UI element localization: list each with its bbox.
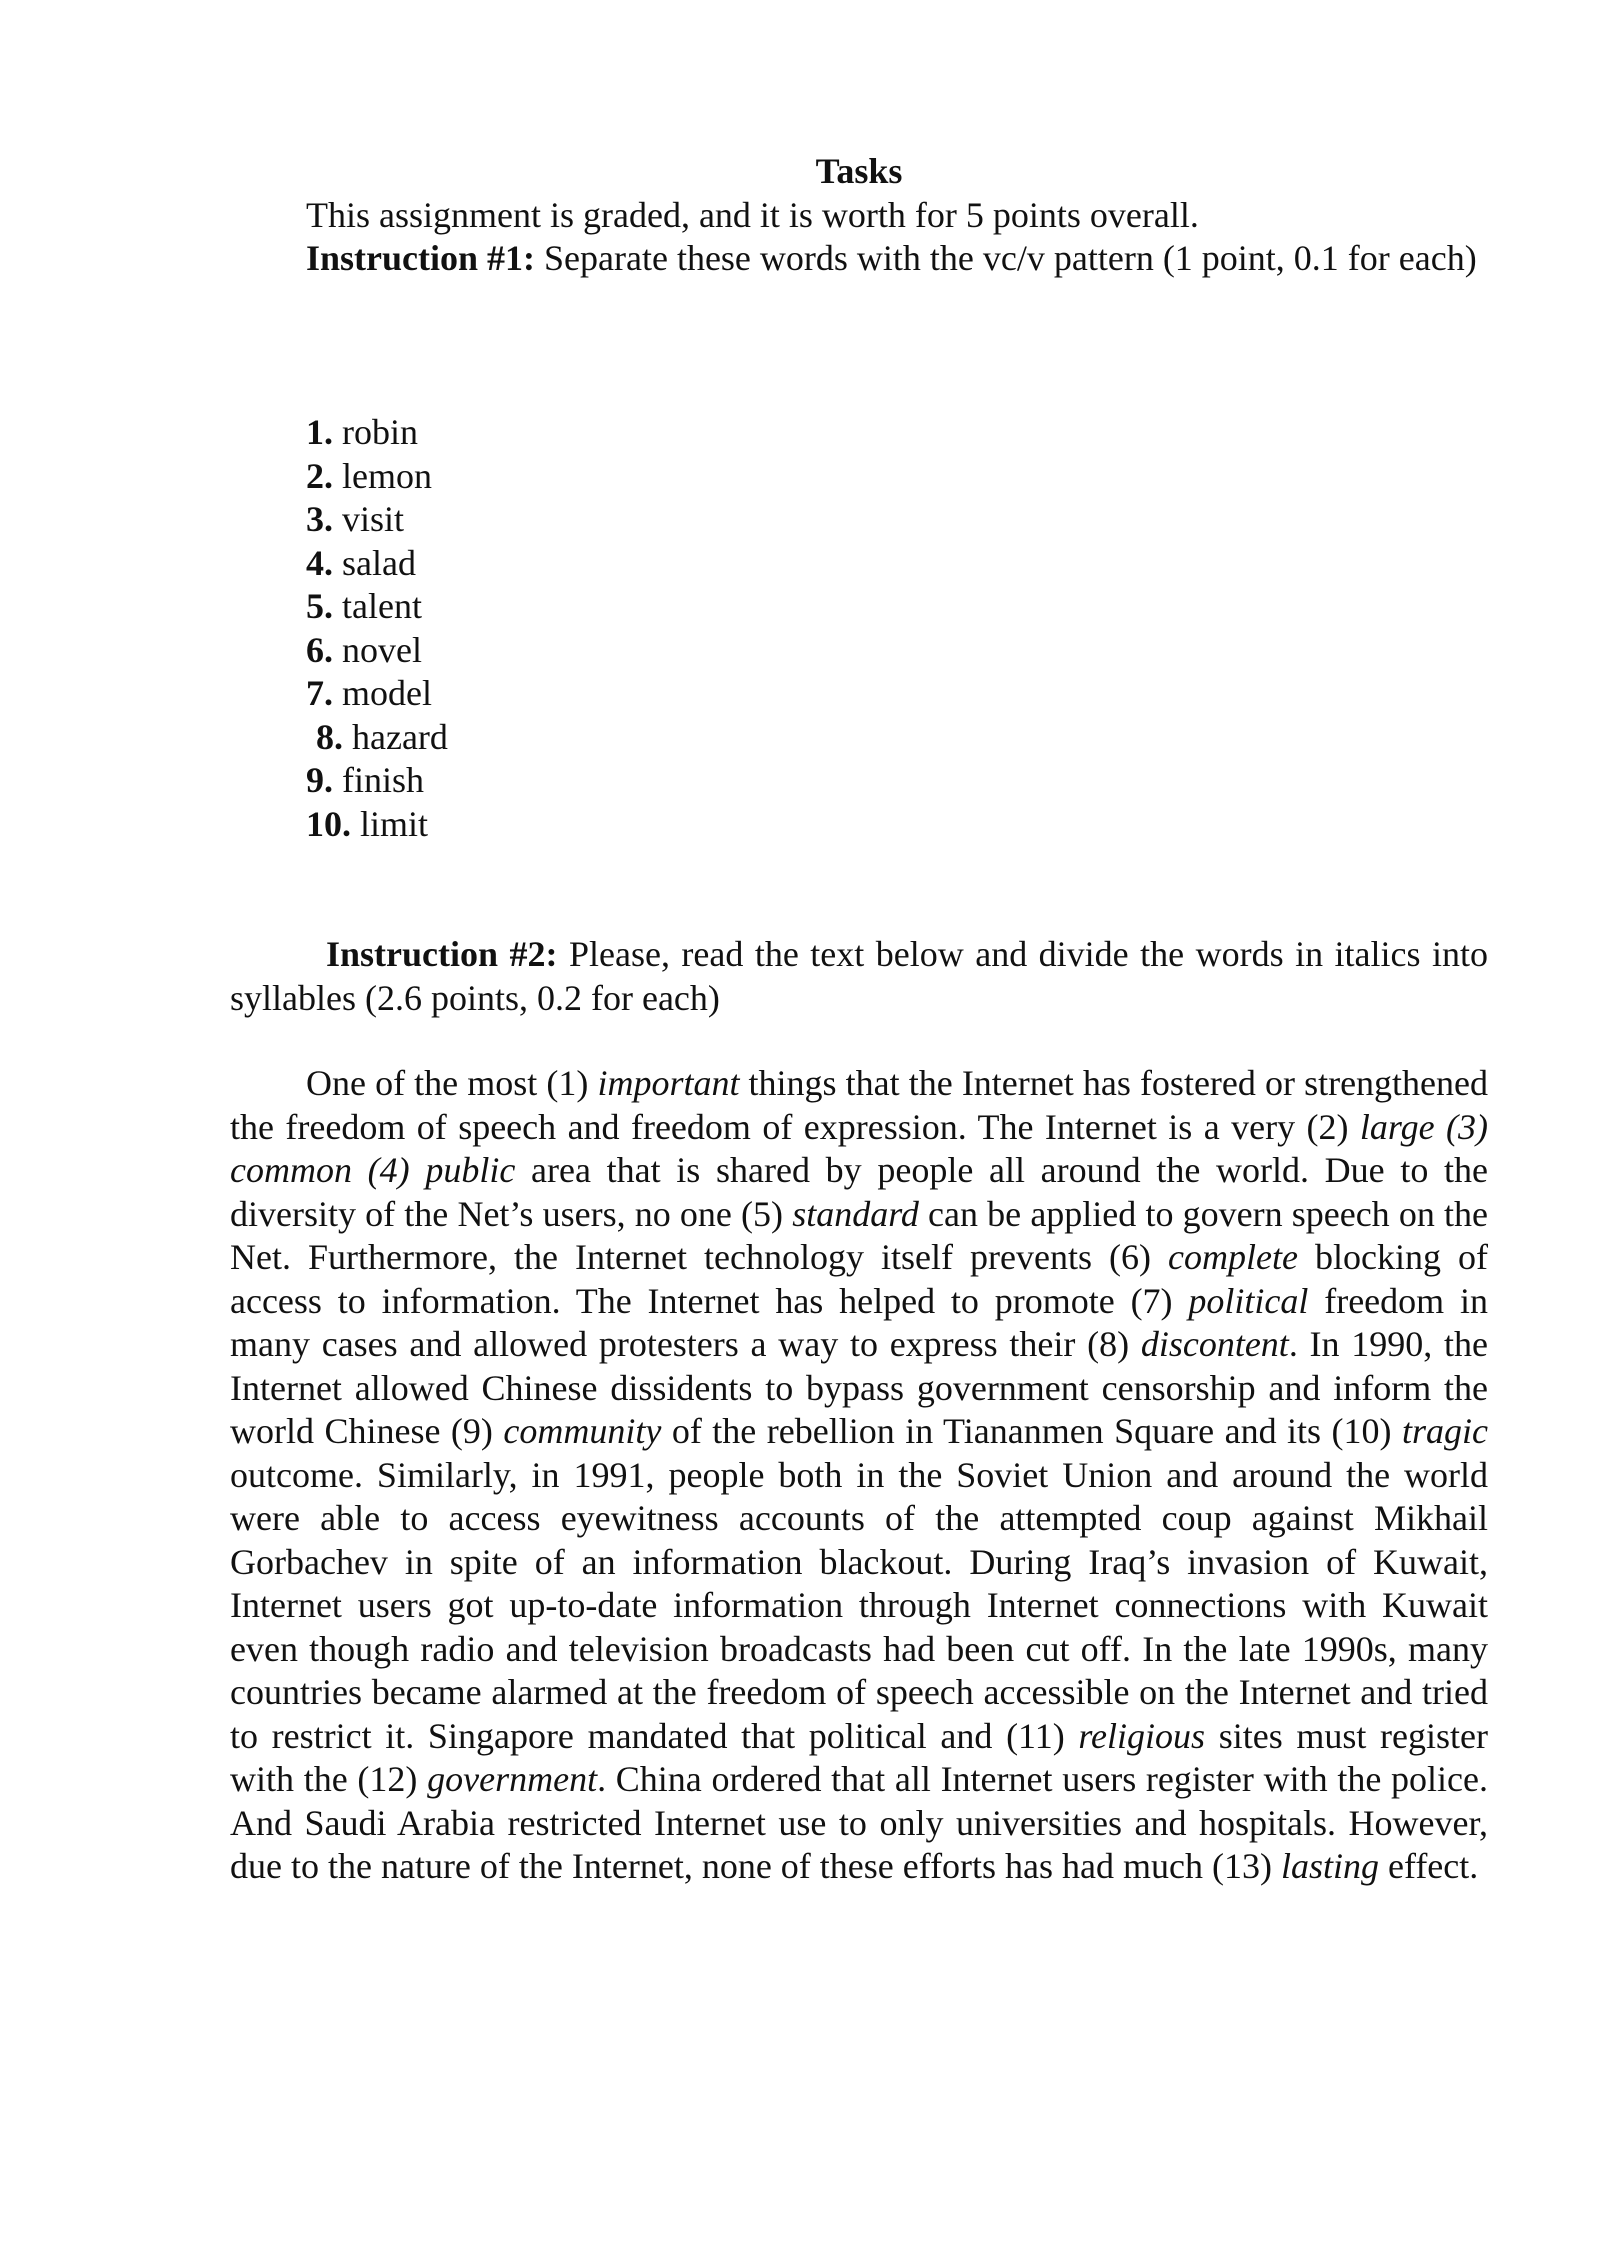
list-item bbox=[306, 629, 448, 673]
list-item bbox=[306, 455, 448, 499]
passage-text: sites must register with the (12) bbox=[230, 1715, 1488, 1799]
list-item-word: finish bbox=[342, 760, 425, 800]
list-item-number: 9. bbox=[306, 760, 333, 800]
passage-text: can be applied to govern speech on the Net. Furthermore, the Internet technology itself prevents (6) bbox=[230, 1193, 1488, 1277]
list-item bbox=[306, 759, 448, 803]
list-item bbox=[306, 411, 448, 455]
instruction-2 bbox=[230, 933, 1488, 1020]
list-item-number: 2. bbox=[306, 455, 333, 496]
list-item-word: visit bbox=[342, 499, 405, 539]
list-item-number: 7. bbox=[306, 673, 333, 713]
list-item-number: 3. bbox=[306, 499, 333, 539]
italic-word: community bbox=[503, 1411, 662, 1451]
italic-word: large (3) common (4) public bbox=[230, 1106, 1488, 1190]
list-item bbox=[306, 803, 448, 847]
list-item-word: talent bbox=[342, 586, 422, 626]
list-item-number: 4. bbox=[306, 542, 333, 583]
list-item bbox=[306, 498, 448, 542]
list-item-word: lemon bbox=[342, 455, 432, 496]
list-item-word: limit bbox=[360, 803, 429, 844]
list-item bbox=[306, 585, 448, 629]
passage-text: of the rebellion in Tiananmen Square and its (10) bbox=[661, 1411, 1403, 1451]
list-item-word: hazard bbox=[352, 716, 448, 757]
passage-text: area that is shared by people all around the world. Due to the diversity of the Net’s users, no one (5) bbox=[230, 1150, 1489, 1234]
list-item-word: model bbox=[342, 673, 432, 713]
list-item-number: 10. bbox=[306, 803, 351, 844]
instruction-1-text: Separate these words with the vc/v pattern (1 point, 0.1 for each) bbox=[544, 238, 1477, 278]
passage-text: freedom in many cases and allowed protesters a way to express their (8) bbox=[230, 1280, 1488, 1364]
italic-word: lasting bbox=[1280, 1846, 1379, 1886]
italic-word: political bbox=[1188, 1280, 1309, 1321]
passage-text: effect. bbox=[1379, 1846, 1479, 1886]
list-item-word: novel bbox=[342, 629, 422, 670]
passage-text: One of the most (1) bbox=[306, 1063, 598, 1103]
passage-text: blocking of access to information. The Internet has helped to promote (7) bbox=[230, 1237, 1488, 1321]
instruction-1-label: Instruction #1: bbox=[306, 238, 536, 278]
instruction-2-label: Instruction #2: bbox=[326, 934, 558, 974]
instruction-2-text: Please, read the text below and divide the words in italics into syllables (2.6 points, 0.2 for each) bbox=[230, 934, 1489, 1018]
list-item-number: 6. bbox=[306, 629, 333, 670]
passage-text: . China ordered that all Internet users register with the police. And Saudi Arabia restricted Internet use to only universities and hospitals. However, due to the nature of the Internet, none of these efforts has had much (13) bbox=[230, 1759, 1488, 1886]
list-item-number: 1. bbox=[306, 412, 333, 452]
word-list bbox=[306, 411, 448, 846]
document-body bbox=[230, 150, 1489, 1886]
italic-word: complete bbox=[1168, 1237, 1298, 1277]
passage-text: outcome. Similarly, in 1991, people both in the Soviet Union and around the world were able to access eyewitness accounts of the attempted coup against Mikhail Gorbachev in spite of an information blackout. During Iraq’s invasion of Kuwait, Internet users got up-to-date information through Internet connections with Kuwait even though radio and television broadcasts had been cut off. In the late 1990s, many countries became alarmed at the freedom of speech accessible on the Internet and tried to restrict it. Singapore mandated that political and (11) bbox=[230, 1454, 1488, 1756]
italic-word: important bbox=[597, 1063, 740, 1103]
italic-word: religious bbox=[1078, 1715, 1206, 1756]
italic-word: government bbox=[427, 1759, 598, 1799]
instruction-1 bbox=[230, 237, 1488, 281]
italic-word: discontent bbox=[1140, 1324, 1289, 1364]
page-title: Tasks bbox=[815, 151, 903, 191]
reading-passage bbox=[230, 1062, 1488, 1889]
list-item-number: 5. bbox=[306, 586, 333, 626]
italic-word: tragic bbox=[1402, 1411, 1489, 1451]
list-item-word: robin bbox=[342, 412, 418, 452]
list-item-number: 8. bbox=[316, 716, 343, 757]
italic-word: standard bbox=[792, 1193, 919, 1234]
list-item bbox=[306, 542, 448, 586]
list-item-word: salad bbox=[342, 542, 416, 583]
list-item bbox=[306, 716, 448, 760]
list-item bbox=[306, 672, 448, 716]
passage-text: . In 1990, the Internet allowed Chinese dissidents to bypass government censorship and inform the world Chinese (9) bbox=[230, 1324, 1488, 1451]
passage-text: things that the Internet has fostered or strengthened the freedom of speech and freedom of expression. The Internet is a very (2) bbox=[230, 1063, 1489, 1147]
intro-paragraph: This assignment is graded, and it is worth for 5 points overall. bbox=[306, 194, 1199, 235]
